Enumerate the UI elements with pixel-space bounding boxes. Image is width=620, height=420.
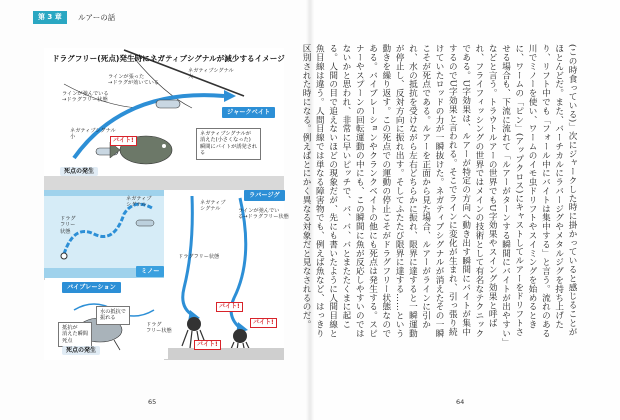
bite-label-2: バイト!	[194, 340, 221, 350]
body-text: (この時食っている)」次にジャークした時に掛かっていると感じることがほとんどだ。また、バーチカルにラバージグやメタルジグを持ち上げたり、リフト中でも「フォール中にバイトは集中する」と言う。流れのある川でミノーを使い、ワームのイモ虫ドリフトやスイミングを始めるときに、ワームの「ピン」(アップクロス)にキャストしてルアーをドリフトさせる場合も、下流に流れて「ルアーがターンする瞬間にバイトが出やすい」などと言う。トラウトルアーの世界でもU字効果やスイング効果と呼ばれ、フライフィッシングの世界ではメインの技術として有名なテクニックである。U字効果は、ルアーが特定の方向へ動き出す瞬間にバイトが集中するのでU字効果と言われる。そこでラインに変化が生まれ、引っ張り続けていたロッドの力が一瞬抜けた。ネガティブシグナルが消えたその一瞬こそが死点である。ルアーを正面から見た場合、ルアーがラインに引かれ、水の抵抗を受けながら左右どちらかに振れ、限界に達すると一瞬運動が停止し、反対方向に振れ出す。そしてふたたび限界に達する……という動きを繰り返す。この死点での運動の停止こそがドラグフリー状態なのである。バイブレーションやクランクベイトの他にも死点は発生する。スピナーやスプーンの回転運動の中にも、この瞬間に魚が反応しやすいのではないかと思われ、非常に早いピッチで、バ、バ、バとまたたくまに起こる。人間の目で追えないほどの現象だが、先にも書いたように人間目線と魚目線は違う。人間目線では単なる障害物でも、例えば魚など、はっきり区別された時になる。例えばとにかく異なる対象だと見なされるのだ。	[301, 44, 577, 343]
label-line-slack-jig: ラインが弛んでい る→ドラグフリー状態	[238, 208, 289, 221]
dead-point-label-3: 死点の発生	[62, 346, 100, 355]
callout-jerkbait: ネガティブシグナルが 消えた(小さくなった) 瞬間にバイトが誘発され る	[196, 128, 261, 160]
label-neg-signal-large: ネガティブシグナル 大	[188, 68, 234, 81]
bite-label-1: バイト!	[110, 136, 137, 146]
page-number-right: 64	[456, 398, 465, 406]
callout-vibration-2: 抵抗が 消えた瞬間 死点	[58, 322, 92, 347]
label-neg-jig: ネガティブ シグナル	[200, 200, 226, 213]
chapter-title: ルアーの話	[78, 13, 116, 22]
tag-minnow: ミノー	[136, 266, 164, 277]
bite-label-3: バイト!	[216, 302, 243, 312]
tag-vibration: バイブレーション	[62, 282, 121, 293]
page-number-left: 65	[148, 398, 157, 406]
callout-vibration-1: 水の抵抗で 振れる	[96, 306, 130, 325]
label-drag-free-vib: ドラグ フリー状態	[146, 322, 172, 335]
label-line-slack: ラインが弛んでいる →ドラグフリー状態	[62, 91, 109, 104]
tag-jerkbait: ジャークベイト	[222, 107, 275, 118]
chapter-tag: 第 3 章	[33, 11, 67, 24]
label-neg-signal-small: ネガティブシグナル 小	[70, 128, 116, 141]
label-drag-free-jig: ドラグフリー状態	[178, 254, 220, 260]
tag-rubberjig: ラバージグ	[244, 190, 285, 201]
label-drag-free-minnow: ドラグ フリー 状態	[60, 216, 76, 235]
bite-label-4: バイト!	[250, 318, 277, 328]
label-neg-minnow: ネガティブ シグナル	[126, 196, 152, 209]
dead-point-label-1: 死点の発生	[60, 167, 98, 176]
figure-title: ドラグフリー(死点)発生時にネガティブシグナルが減少するイメージ	[52, 54, 285, 63]
label-line-tension: ラインが張った →ドラグが効いている	[108, 74, 160, 87]
